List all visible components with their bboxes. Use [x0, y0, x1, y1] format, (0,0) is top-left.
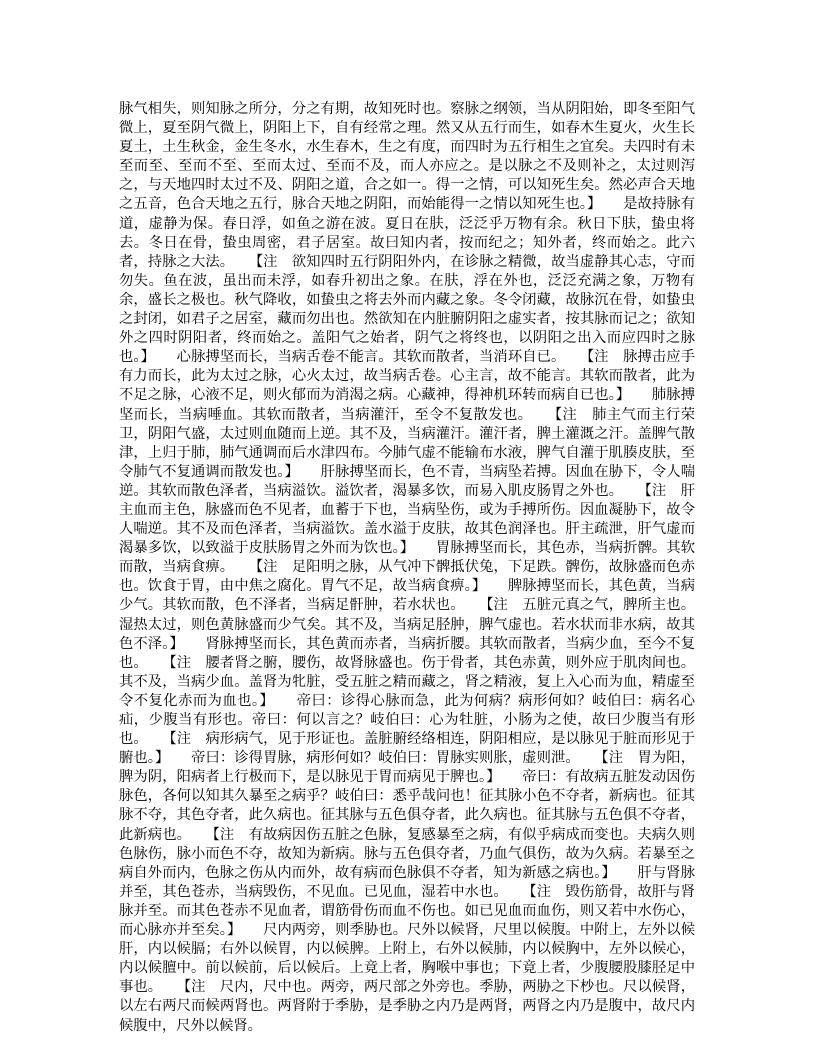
- document-page: [119, 100, 695, 1034]
- body-text: 脉气相失，则知脉之所分，分之有期，故知死时也。察脉之纲领，当从阴阳始，即冬至阳气微上，夏至阴气微上，阴阳上下，自有经常之理。然又从五行而生，如春木生夏火，火生长夏土，土生秋金，金生冬水，水生春木，生之有度，而四时为五行相生之宜矣。夫四时有未至而至、至而不至、至而太过、至而不及，而人亦应之。是以脉之不及则补之，太过则泻之，与天地四时太过不及、阴阳之道，合之如一。得一之情，可以知死生矣。然必声合天地之五音，色合天地之五行，脉合天地之阴阳，而始能得一之情以知死生也。】 是故持脉有道，虚静为保。春日浮，如鱼之游在波。夏日在肤，泛泛乎万物有余。秋日下肤，蛰虫将去。冬日在骨，蛰虫周密，君子居室。故曰知内者，按而纪之；知外者，终而始之。此六者，持脉之大法。 【注 欲知四时五行阴阳外内，在诊脉之精微，故当虚静其心志，守而勿失。鱼在波，虽出而未浮，如春升初出之象。在肤，浮在外也，泛泛充满之象，万物有余，盛长之极也。秋气降收，如蛰虫之将去外而内藏之象。冬令闭藏，故脉沉在骨，如蛰虫之封闭，如君子之居室，藏而勿出也。然欲知在内脏腑阴阳之虚实者，按其脉而记之；欲知外之四时阴阳者，终而始之。盖阳气之始者，阴气之将终也，以阴阳之出入而应四时之脉也。】 心脉搏坚而长，当病舌卷不能言。其软而散者，当消环自已。 【注 脉搏击应手有力而长，此为太过之脉，心火太过，故当病舌卷。心主言，故不能言。其软而散者，此为不足之脉，心液不足，则火郁而为消渴之病。心藏神，得神机环转而病自已也。】 肺脉搏坚而长，当病唾血。其软而散者，当病灌汗，至令不复散发也。 【注 肺主气而主行荣卫，阴阳气盛，太过则血随而上逆。其不及，当病灌汗。灌汗者，脾土灌溉之汗。盖脾气散津，上归于肺，肺气通调而后水津四布。今肺气虚不能输布水液，脾气自灌于肌腠皮肤，至令肺气不复通调而散发也。】 肝脉搏坚而长，色不青，当病坠若搏。因血在胁下，令人喘逆。其软而散色泽者，当病溢饮。溢饮者，渴暴多饮，而易入肌皮肠胃之外也。 【注 肝主血而主色，脉盛而色不见者，血蓄于下也，当病坠伤，或为手搏所伤。因血凝胁下，故令人喘逆。其不及而色泽者，当病溢饮。盖水溢于皮肤，故其色润泽也。肝主疏泄，肝气虚而渴暴多饮，以致溢于皮肤肠胃之外而为饮也。】 胃脉搏坚而长，其色赤，当病折髀。其软而散，当病食痹。 【注 足阳明之脉，从气冲下髀抵伏兔，下足跌。髀伤，故脉盛而色赤也。饮食于胃，由中焦之腐化。胃气不足，故当病食痹。】 脾脉搏坚而长，其色黄，当病少气。其软而散，色不泽者，当病足骭肿，若水状也。 【注 五脏元真之气，脾所主也。湿热太过，则色黄脉盛而少气矣。其不及，当病足胫肿，脾气虚也。若水状而非水病，故其色不泽。】 肾脉搏坚而长，其色黄而赤者，当病折腰。其软而散者，当病少血，至今不复也。 【注 腰者肾之腑，腰伤，故肾脉盛也。伤于骨者，其色赤黄，则外应于肌肉间也。其不及，当病少血。盖肾为牝脏，受五脏之精而藏之，肾之精液，复上入心而为血，精虚至令不复化赤而为血也。】 帝曰：诊得心脉而急，此为何病？病形何如？岐伯曰：病名心疝，少腹当有形也。帝曰：何以言之？岐伯曰：心为牡脏，小肠为之使，故曰少腹当有形也。 【注 病形病气，见于形证也。盖脏腑经络相连，阴阳相应，是以脉见于脏而形见于腑也。】 帝曰：诊得胃脉，病形何如？岐伯曰：胃脉实则胀，虚则泄。 【注 胃为阳，脾为阴，阳病者上行极而下，是以脉见于胃而病见于脾也。】 帝曰：有故病五脏发动因伤脉色，各何以知其久暴至之病乎？岐伯曰：悉乎哉问也！征其脉小色不夺者，新病也。征其脉不夺，其色夺者，此久病也。征其脉与五色俱夺者，此久病也。征其脉与五色俱不夺者，此新病也。 【注 有故病因伤五脏之色脉，复感暴至之病，有似乎病成而变也。夫病久则色脉伤，脉小而色不夺，故知为新病。脉与五色俱夺者，乃血气俱伤，故为久病。若暴至之病自外而内，色脉之伤从内而外，故有病而色脉俱不夺者，知为新感之病也。】 肝与肾脉并至，其色苍赤，当病毁伤，不见血。已见血，湿若中水也。 【注 毁伤筋骨，故肝与肾脉并至。而其色苍赤不见血者，谓筋骨伤而血不伤也。如已见血而血伤，则又若中水伤心，而心脉亦并至矣。】 尺内两旁，则季胁也。尺外以候肾，尺里以候腹。中附上，左外以候肝，内以候膈；右外以候胃，内以候脾。上附上，右外以候肺，内以候胸中，左外以候心，内以候膻中。前以候前，后以候后。上竟上者，胸喉中事也；下竟上者，少腹腰股膝胫足中事也。 【注 尺内，尺中也。两旁，两尺部之外旁也。季胁，两胁之下杪也。尺以候肾，以左右两尺而候两肾也。两肾附于季胁，是季胁之内乃是两肾，两肾之内乃是腹中，故尺内候腹中，尺外以候肾。: [119, 101, 695, 1034]
